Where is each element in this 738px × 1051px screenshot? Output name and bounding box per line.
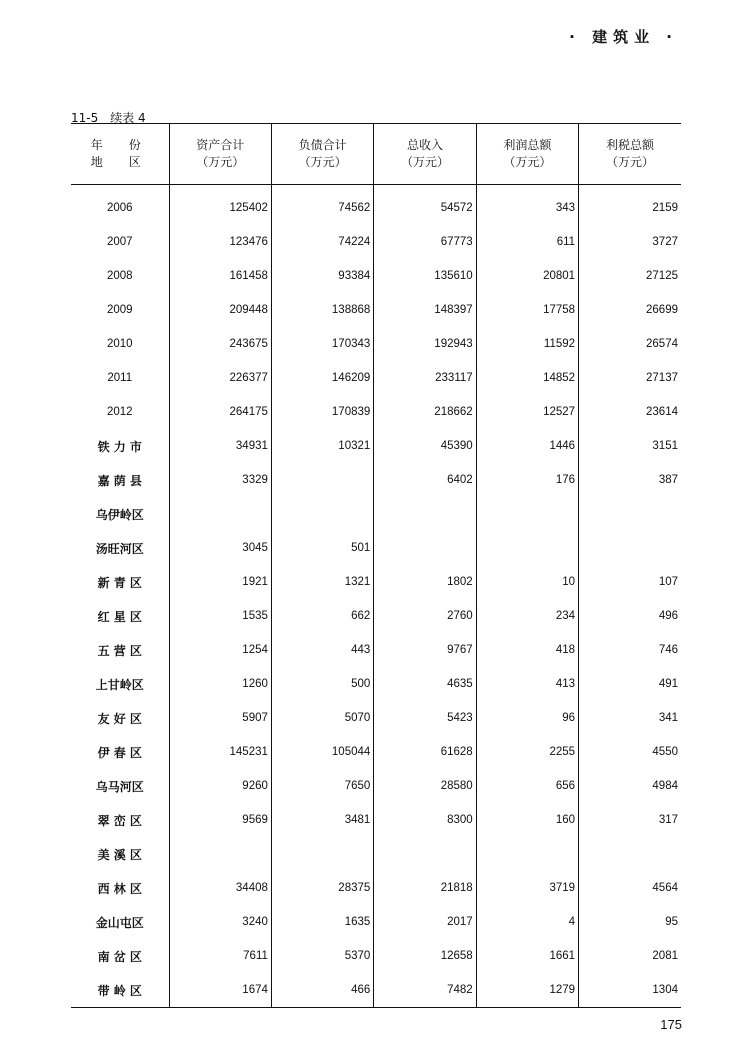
table-cell: 8300 (374, 803, 476, 837)
table-row (71, 497, 681, 531)
column-unit: （万元） (606, 155, 655, 169)
table-cell: 45390 (374, 429, 476, 463)
table-cell: 5907 (169, 701, 271, 735)
table-cell: 12527 (476, 395, 578, 429)
stub-header-year: 年份 (90, 138, 167, 152)
table-row (71, 769, 681, 803)
running-header: · 建筑业 · (569, 28, 678, 46)
table-cell: 2159 (579, 185, 681, 226)
table-row (71, 871, 681, 905)
table-cell: 5370 (271, 939, 373, 973)
row-label: 带 岭 区 (71, 973, 169, 1008)
table-cell: 1446 (476, 429, 578, 463)
table-cell: 145231 (169, 735, 271, 769)
row-label: 红 星 区 (97, 609, 142, 624)
table-cell (476, 531, 578, 565)
column-unit: （万元） (298, 155, 347, 169)
row-label: 南 岔 区 (97, 949, 142, 964)
table-row (71, 185, 681, 226)
table-cell (579, 531, 681, 565)
column-name: 利税总额 (606, 138, 655, 152)
table-cell: 7611 (169, 939, 271, 973)
table-cell: 1635 (271, 905, 373, 939)
table-cell: 264175 (169, 395, 271, 429)
table-cell: 3329 (169, 463, 271, 497)
table-cell: 160 (476, 803, 578, 837)
table-cell: 176 (476, 463, 578, 497)
table-cell: 170343 (271, 327, 373, 361)
table-cell: 2017 (374, 905, 476, 939)
column-name: 资产合计 (196, 138, 245, 152)
table-cell: 500 (271, 667, 373, 701)
table-cell: 662 (271, 599, 373, 633)
table-cell: 226377 (169, 361, 271, 395)
table-cell: 9767 (374, 633, 476, 667)
row-label: 汤旺河区 (95, 541, 144, 556)
table-row (71, 293, 681, 327)
table-row (71, 361, 681, 395)
table-cell: 418 (476, 633, 578, 667)
row-label: 金山屯区 (95, 915, 144, 930)
table-cell: 746 (579, 633, 681, 667)
table-cell: 10321 (271, 429, 373, 463)
table-cell: 14852 (476, 361, 578, 395)
column-header-revenue (374, 124, 476, 185)
row-label: 2008 (106, 270, 133, 282)
row-label: 伊 春 区 (97, 745, 142, 760)
table-cell: 3045 (169, 531, 271, 565)
page-number: 175 (660, 1017, 682, 1032)
table-cell: 21818 (374, 871, 476, 905)
table-cell (169, 497, 271, 531)
table-row (71, 395, 681, 429)
table-cell: 123476 (169, 225, 271, 259)
table-row (71, 667, 681, 701)
table-cell: 218662 (374, 395, 476, 429)
table-cell (169, 837, 271, 871)
table-cell: 170839 (271, 395, 373, 429)
table-cell: 1535 (169, 599, 271, 633)
table-cell: 11592 (476, 327, 578, 361)
table-cell (476, 837, 578, 871)
table-row (71, 429, 681, 463)
table-cell: 1254 (169, 633, 271, 667)
table-row (71, 973, 681, 1008)
table-row (71, 463, 681, 497)
row-label: 翠 峦 区 (97, 813, 142, 828)
table-cell (374, 531, 476, 565)
table-cell: 26574 (579, 327, 681, 361)
table-row (71, 701, 681, 735)
column-name: 负债合计 (298, 138, 347, 152)
table-cell: 2255 (476, 735, 578, 769)
table-cell: 54572 (374, 185, 476, 226)
column-header-profit (476, 124, 578, 185)
table-cell: 10 (476, 565, 578, 599)
table-cell: 5070 (271, 701, 373, 735)
table-cell: 12658 (374, 939, 476, 973)
row-label: 五 营 区 (97, 643, 142, 658)
row-label: 美 溪 区 (97, 847, 142, 862)
table-cell: 1279 (476, 973, 578, 1008)
table-cell: 4984 (579, 769, 681, 803)
table-cell: 23614 (579, 395, 681, 429)
table-cell: 74562 (271, 185, 373, 226)
table-cell: 656 (476, 769, 578, 803)
table-cell: 209448 (169, 293, 271, 327)
table-cell: 34408 (169, 871, 271, 905)
table-cell: 1921 (169, 565, 271, 599)
table-cell: 125402 (169, 185, 271, 226)
table-row (71, 531, 681, 565)
table-cell: 387 (579, 463, 681, 497)
table-cell: 27137 (579, 361, 681, 395)
row-label: 友 好 区 (97, 711, 142, 726)
table-caption: 11-5 续表 4 (71, 111, 146, 125)
table-row (71, 599, 681, 633)
table-cell: 3727 (579, 225, 681, 259)
table-cell: 2760 (374, 599, 476, 633)
table-body (71, 185, 681, 1008)
table-cell: 1674 (169, 973, 271, 1008)
row-label: 上甘岭区 (95, 677, 144, 692)
column-header-profit-tax (579, 124, 681, 185)
column-header-assets (169, 124, 271, 185)
column-unit: （万元） (196, 155, 245, 169)
table-cell: 1260 (169, 667, 271, 701)
row-label: 2010 (106, 338, 133, 350)
table-cell: 146209 (271, 361, 373, 395)
stub-header-region: 地区 (90, 155, 167, 169)
statistics-table (71, 123, 681, 1008)
row-label: 2011 (107, 372, 133, 384)
statistics-table-container (71, 123, 681, 1008)
table-row (71, 803, 681, 837)
table-cell (374, 497, 476, 531)
table-row (71, 735, 681, 769)
table-cell: 27125 (579, 259, 681, 293)
table-cell: 343 (476, 185, 578, 226)
row-label: 新 青 区 (97, 575, 142, 590)
table-row (71, 565, 681, 599)
row-label: 铁 力 市 (97, 439, 142, 454)
table-cell: 1802 (374, 565, 476, 599)
table-cell (271, 497, 373, 531)
row-label: 2009 (106, 304, 133, 316)
table-cell: 234 (476, 599, 578, 633)
table-cell: 317 (579, 803, 681, 837)
row-label: 2007 (106, 236, 133, 248)
table-cell: 67773 (374, 225, 476, 259)
table-row (71, 259, 681, 293)
table-cell: 413 (476, 667, 578, 701)
table-row (71, 225, 681, 259)
table-cell: 34931 (169, 429, 271, 463)
table-cell: 3151 (579, 429, 681, 463)
table-cell: 96 (476, 701, 578, 735)
table-cell (579, 837, 681, 871)
column-name: 总收入 (406, 138, 443, 152)
table-cell: 3481 (271, 803, 373, 837)
row-label: 乌马河区 (95, 779, 144, 794)
row-label: 乌伊岭区 (95, 507, 144, 522)
table-row (71, 905, 681, 939)
table-cell: 93384 (271, 259, 373, 293)
table-cell: 3719 (476, 871, 578, 905)
row-label: 2006 (106, 202, 133, 214)
table-cell: 4 (476, 905, 578, 939)
row-label: 2012 (106, 406, 133, 418)
table-cell: 491 (579, 667, 681, 701)
table-cell: 135610 (374, 259, 476, 293)
table-cell: 3240 (169, 905, 271, 939)
table-cell: 28375 (271, 871, 373, 905)
table-cell: 28580 (374, 769, 476, 803)
table-cell: 466 (271, 973, 373, 1008)
table-cell: 496 (579, 599, 681, 633)
table-cell: 7482 (374, 973, 476, 1008)
table-cell: 9569 (169, 803, 271, 837)
table-cell: 61628 (374, 735, 476, 769)
table-cell: 611 (476, 225, 578, 259)
table-header (71, 124, 681, 185)
table-cell: 26699 (579, 293, 681, 327)
row-label: 嘉 荫 县 (97, 473, 142, 488)
table-cell: 148397 (374, 293, 476, 327)
table-cell: 95 (579, 905, 681, 939)
table-cell: 107 (579, 565, 681, 599)
table-cell (271, 463, 373, 497)
table-cell: 5423 (374, 701, 476, 735)
table-cell: 6402 (374, 463, 476, 497)
table-cell: 138868 (271, 293, 373, 327)
table-row (71, 327, 681, 361)
table-row (71, 633, 681, 667)
table-cell: 2081 (579, 939, 681, 973)
table-cell: 4635 (374, 667, 476, 701)
table-row (71, 837, 681, 871)
column-unit: （万元） (503, 155, 552, 169)
table-cell (271, 837, 373, 871)
table-cell: 4564 (579, 871, 681, 905)
table-cell: 1321 (271, 565, 373, 599)
stub-header (71, 124, 169, 185)
table-cell (579, 497, 681, 531)
table-cell: 341 (579, 701, 681, 735)
table-cell: 17758 (476, 293, 578, 327)
table-cell: 4550 (579, 735, 681, 769)
table-cell: 105044 (271, 735, 373, 769)
table-cell: 1304 (579, 973, 681, 1008)
row-label: 西 林 区 (97, 881, 142, 896)
table-cell: 161458 (169, 259, 271, 293)
table-cell: 9260 (169, 769, 271, 803)
column-name: 利润总额 (503, 138, 552, 152)
table-cell (374, 837, 476, 871)
table-cell: 243675 (169, 327, 271, 361)
table-cell: 1661 (476, 939, 578, 973)
column-header-liabilities (271, 124, 373, 185)
table-row (71, 939, 681, 973)
table-cell: 7650 (271, 769, 373, 803)
table-cell: 74224 (271, 225, 373, 259)
table-cell: 192943 (374, 327, 476, 361)
table-cell: 443 (271, 633, 373, 667)
table-cell: 233117 (374, 361, 476, 395)
table-cell: 501 (271, 531, 373, 565)
table-cell (476, 497, 578, 531)
column-unit: （万元） (400, 155, 449, 169)
table-cell: 20801 (476, 259, 578, 293)
